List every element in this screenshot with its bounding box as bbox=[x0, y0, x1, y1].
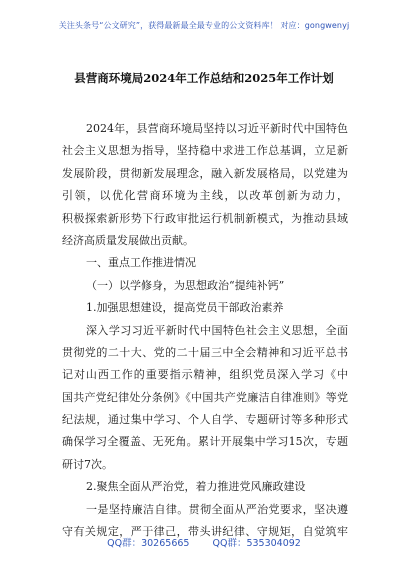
text-line: 纪法规，通过集中学习、个人自学、专题研讨等多种形式 bbox=[62, 413, 348, 427]
text-line: （一）以学修身，为思想政治“提纯补钙” bbox=[86, 278, 285, 292]
text-line: 积极探索新形势下行政审批运行机制新模式，为推动县域 bbox=[62, 211, 348, 225]
text-line: 一、重点工作推进情况 bbox=[86, 256, 196, 270]
header-banner[interactable]: 关注头条号“公文研究”，获得最新最全最专业的公文资料库！ 对应：gongwenyj bbox=[58, 21, 350, 30]
text-line: 深入学习习近平新时代中国特色社会主义思想，全面 bbox=[86, 323, 348, 337]
text-line: 发展阶段，贯彻新发展理念，融入新发展格局，以党建为 bbox=[62, 166, 348, 180]
footer-contacts bbox=[0, 535, 408, 549]
text-line: 贯彻党的二十大、党的二十届三中全会精神和习近平总书 bbox=[62, 345, 348, 359]
qq-group-1[interactable]: QQ群：30265665 bbox=[107, 538, 190, 549]
text-line: 2.聚焦全面从严治党，着力推进党风廉政建设 bbox=[86, 480, 306, 494]
text-line: 国共产党纪律处分条例》《中国共产党廉洁自律准则》等党 bbox=[62, 390, 348, 404]
text-line: 1.加强思想建设，提高党员干部政治素养 bbox=[86, 301, 284, 315]
document-title: 县营商环境局2024年工作总结和2025年工作计划 bbox=[74, 71, 334, 85]
text-line: 引领，以优化营商环境为主线，以改革创新为动力， bbox=[62, 189, 348, 203]
text-line: 2024年，县营商环境局坚持以习近平新时代中国特色 bbox=[86, 122, 348, 135]
text-line: 一是坚持廉洁自律。贯彻全面从严治党要求，坚决遵 bbox=[86, 502, 348, 516]
document-body bbox=[62, 118, 348, 543]
text-line: 研讨7次。 bbox=[62, 457, 113, 471]
text-line: 确保学习全覆盖、无死角。累计开展集中学习15次，专题 bbox=[62, 435, 348, 449]
qq-group-2[interactable]: QQ群：535304092 bbox=[212, 538, 301, 549]
text-line: 经济高质量发展做出贡献。 bbox=[62, 233, 194, 247]
text-line: 社会主义思想为指导，坚持稳中求进工作总基调，立足新 bbox=[62, 144, 348, 158]
text-line: 记对山西工作的重要指示精神，组织党员深入学习《中 bbox=[62, 368, 348, 382]
text-line: 守有关规定，严于律己，带头讲纪律、守规矩，自觉筑牢 bbox=[62, 525, 348, 539]
